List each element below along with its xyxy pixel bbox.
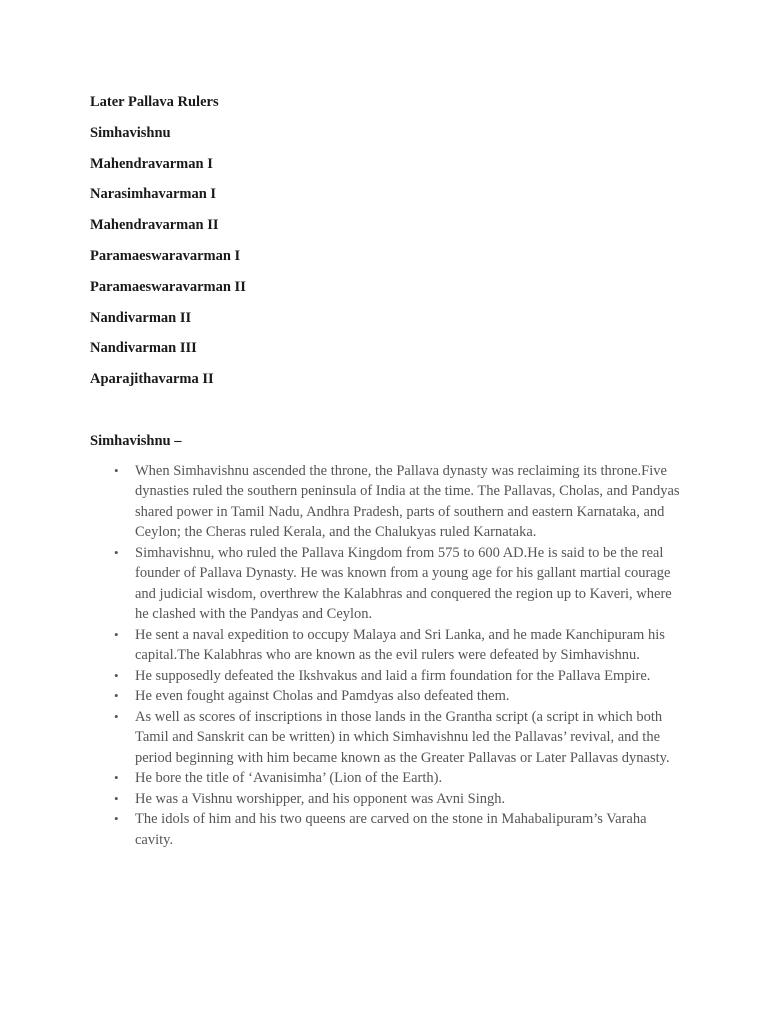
- bullet-icon: •: [114, 626, 119, 642]
- bullet-icon: •: [114, 462, 119, 478]
- list-item-text: The idols of him and his two queens are carved on the stone in Mahabalipuram’s Varaha cavity.: [135, 811, 647, 848]
- ruler-item: Paramaeswaravarman I: [90, 247, 241, 264]
- list-item-text: He bore the title of ‘Avanisimha’ (Lion of the Earth).: [135, 770, 443, 787]
- ruler-item: Narasimhavarman I: [90, 186, 217, 203]
- list-item-text: As well as scores of inscriptions in those lands in the Grantha script (a script in which both Tamil and Sanskrit can be written) in which Simhavishnu led the Pallavas’ revival, and the period beginning with him became known as the Greater Pallavas or Later Pallavas dynasty.: [135, 708, 670, 766]
- bullet-icon: •: [114, 688, 119, 704]
- list-item: [114, 543, 680, 625]
- bullet-list: [90, 461, 680, 851]
- ruler-item: Aparajithavarma II: [90, 371, 214, 388]
- bullet-icon: •: [114, 790, 119, 806]
- list-item: [114, 789, 680, 810]
- list-item-text: He even fought against Cholas and Pamdyas also defeated them.: [135, 688, 510, 705]
- list-item: [114, 809, 680, 850]
- ruler-item: Mahendravarman I: [90, 155, 213, 172]
- ruler-item: Nandivarman III: [90, 340, 197, 357]
- bullet-icon: •: [114, 708, 119, 724]
- list-item: [114, 625, 680, 666]
- list-item-text: He was a Vishnu worshipper, and his opponent was Avni Singh.: [135, 790, 506, 807]
- list-item: [114, 707, 680, 769]
- section-title: Simhavishnu –: [90, 432, 182, 449]
- document-title: Later Pallava Rulers: [90, 94, 219, 110]
- ruler-item: Mahendravarman II: [90, 217, 219, 234]
- ruler-item: Simhavishnu: [90, 124, 171, 141]
- bullet-icon: •: [114, 811, 119, 827]
- list-item-text: He supposedly defeated the Ikshvakus and laid a firm foundation for the Pallava Empire.: [135, 667, 651, 684]
- section-spacer: [90, 400, 680, 431]
- list-item-text: Simhavishnu, who ruled the Pallava Kingdom from 575 to 600 AD.He is said to be the real founder of Pallava Dynasty. He was known from a young age for his gallant martial courage and judicial wisdom, overthrew the Kalabhras and conquered the region up to Kaveri, where he clashed with the Pandyas and Ceylon.: [135, 544, 672, 623]
- document-content: [90, 92, 680, 850]
- list-item-text: When Simhavishnu ascended the throne, the Pallava dynasty was reclaiming its throne.Five dynasties ruled the southern peninsula of India at the time. The Pallavas, Cholas, and Pandyas shared power in Tamil Nadu, Andhra Pradesh, parts of southern and eastern Karnataka, and Ceylon; the Cheras ruled Kerala, and the Chalukyas ruled Karnataka.: [135, 462, 680, 541]
- bullet-icon: •: [114, 667, 119, 683]
- ruler-item: Nandivarman II: [90, 309, 192, 326]
- bullet-icon: •: [114, 544, 119, 560]
- list-item: [114, 666, 680, 687]
- ruler-item: Paramaeswaravarman II: [90, 278, 246, 295]
- list-item: [114, 686, 680, 707]
- list-item-text: He sent a naval expedition to occupy Malaya and Sri Lanka, and he made Kanchipuram his capital.The Kalabhras who are known as the evil rulers were defeated by Simhavishnu.: [135, 626, 665, 664]
- list-item: [114, 768, 680, 789]
- bullet-icon: •: [114, 770, 119, 786]
- list-item: [114, 461, 680, 543]
